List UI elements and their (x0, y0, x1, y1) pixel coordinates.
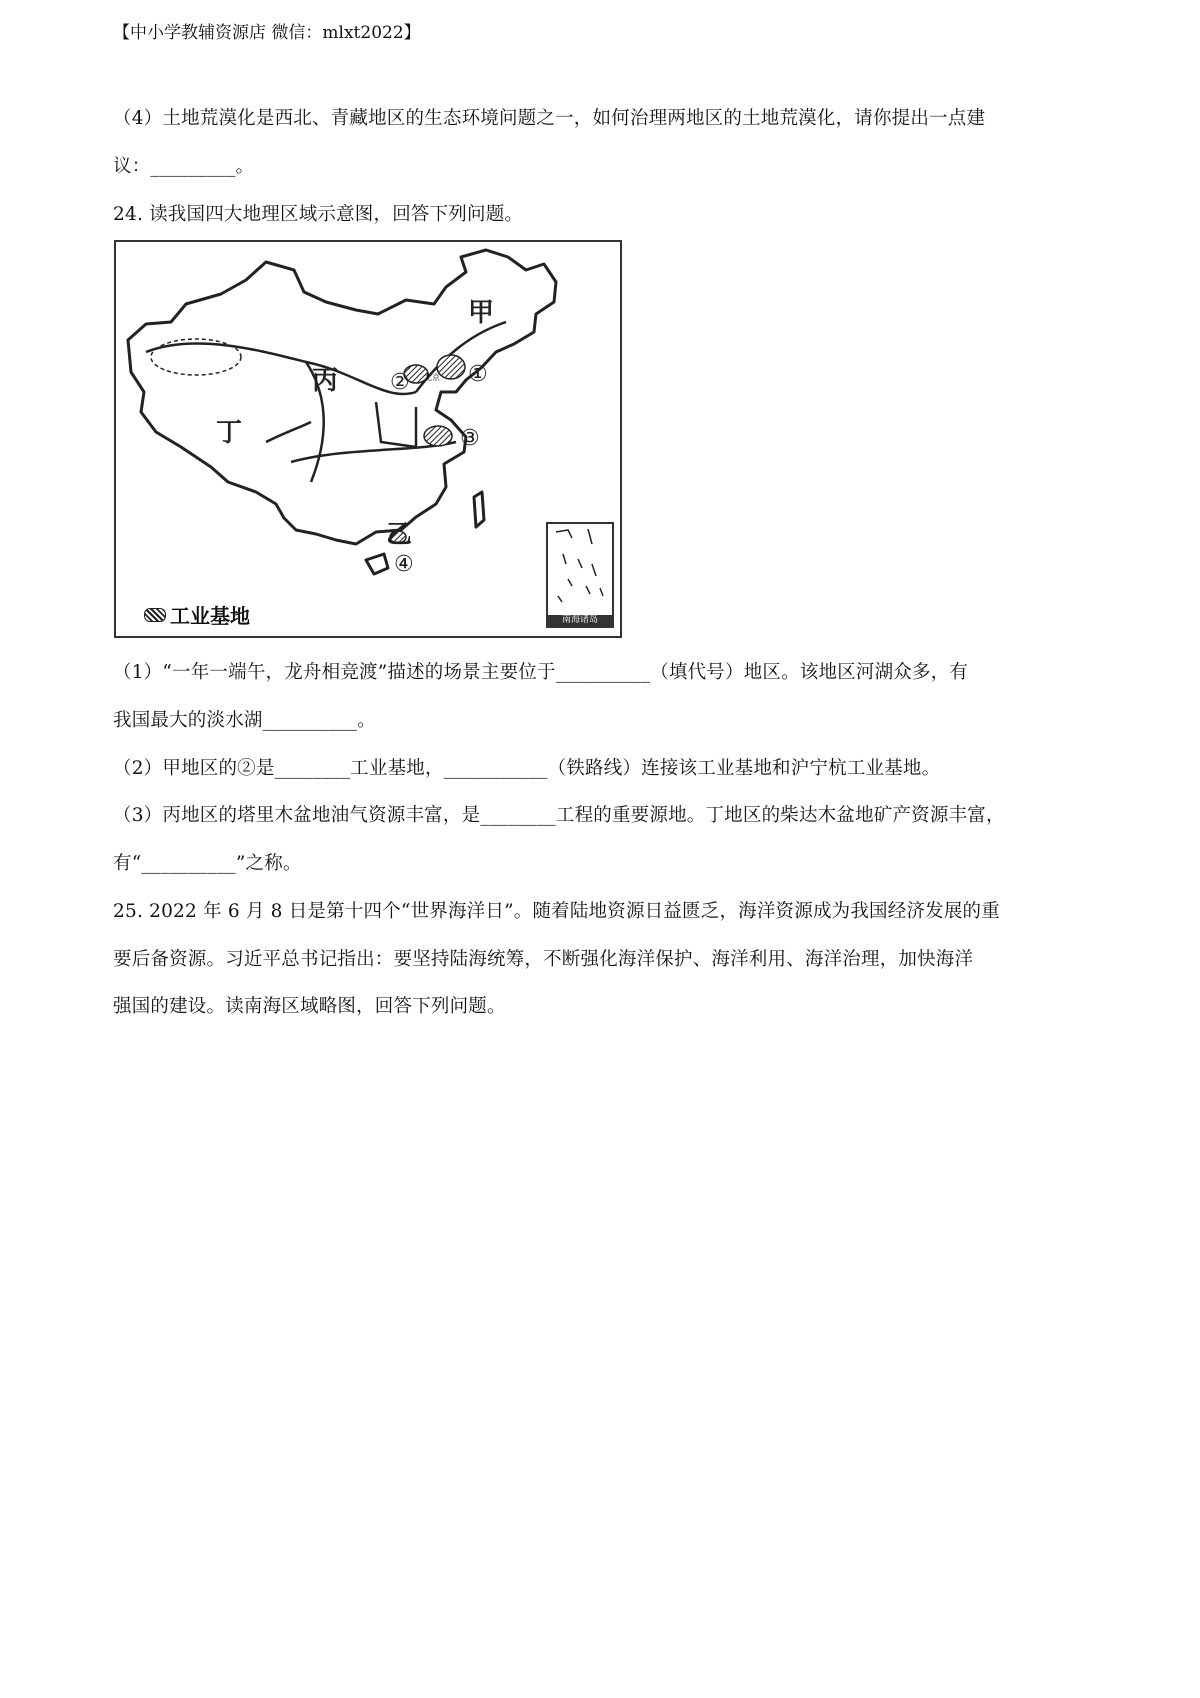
question-25-line-2: 要后备资源。习近平总书记指出：要坚持陆海统筹，不断强化海洋保护、海洋利用、海洋治理，加快海洋 (113, 949, 974, 970)
inset-islands-drawing (548, 524, 612, 614)
question-24-3-line-1: （3）丙地区的塔里木盆地油气资源丰富，是________工程的重要源地。丁地区的柴达木盆地矿产资源丰富， (113, 805, 1005, 826)
header-note: 【中小学教辅资源店 微信：mlxt2022】 (113, 23, 421, 43)
question-23-4-line-2: 议：_________。 (113, 156, 255, 177)
inset-label: 南海诸岛 (548, 615, 612, 626)
question-24-1-line-2: 我国最大的淡水湖__________。 (113, 710, 376, 731)
question-24-3-line-2: 有“__________”之称。 (113, 853, 302, 874)
beijing-label: 北京 (424, 373, 440, 382)
map-legend (144, 600, 250, 629)
china-regions-map (114, 240, 622, 638)
base-number-2: ② (390, 370, 410, 395)
legend-label: 工业基地 (170, 604, 250, 628)
base-number-1: ① (468, 362, 488, 387)
south-china-sea-inset (546, 522, 614, 628)
china-outline-drawing (116, 242, 620, 636)
industrial-base-swatch (144, 608, 166, 622)
region-label-ding: 丁 (216, 418, 243, 448)
region-label-yi: 乙 (386, 520, 413, 550)
question-25-line-1: 25. 2022 年 6 月 8 日是第十四个“世界海洋日”。随着陆地资源日益匮乏，海洋资源成为我国经济发展的重 (113, 901, 1000, 922)
question-24-1-line-1: （1）“一年一端午，龙舟相竞渡”描述的场景主要位于__________（填代号）地区。该地区河湖众多，有 (113, 662, 969, 683)
region-label-bing: 丙 (312, 366, 339, 396)
region-label-jia: 甲 (468, 298, 495, 328)
base-number-4: ④ (394, 552, 414, 577)
question-23-4-line-1: （4）土地荒漠化是西北、青藏地区的生态环境问题之一，如何治理两地区的土地荒漠化，请你提出一点建 (113, 108, 986, 129)
question-24-title: 24. 读我国四大地理区域示意图，回答下列问题。 (113, 204, 524, 225)
question-24-2-line: （2）甲地区的②是________工业基地，___________（铁路线）连接该工业基地和沪宁杭工业基地。 (113, 758, 941, 779)
question-25-line-3: 强国的建设。读南海区域略图，回答下列问题。 (113, 996, 506, 1017)
base-number-3: ③ (460, 426, 480, 451)
